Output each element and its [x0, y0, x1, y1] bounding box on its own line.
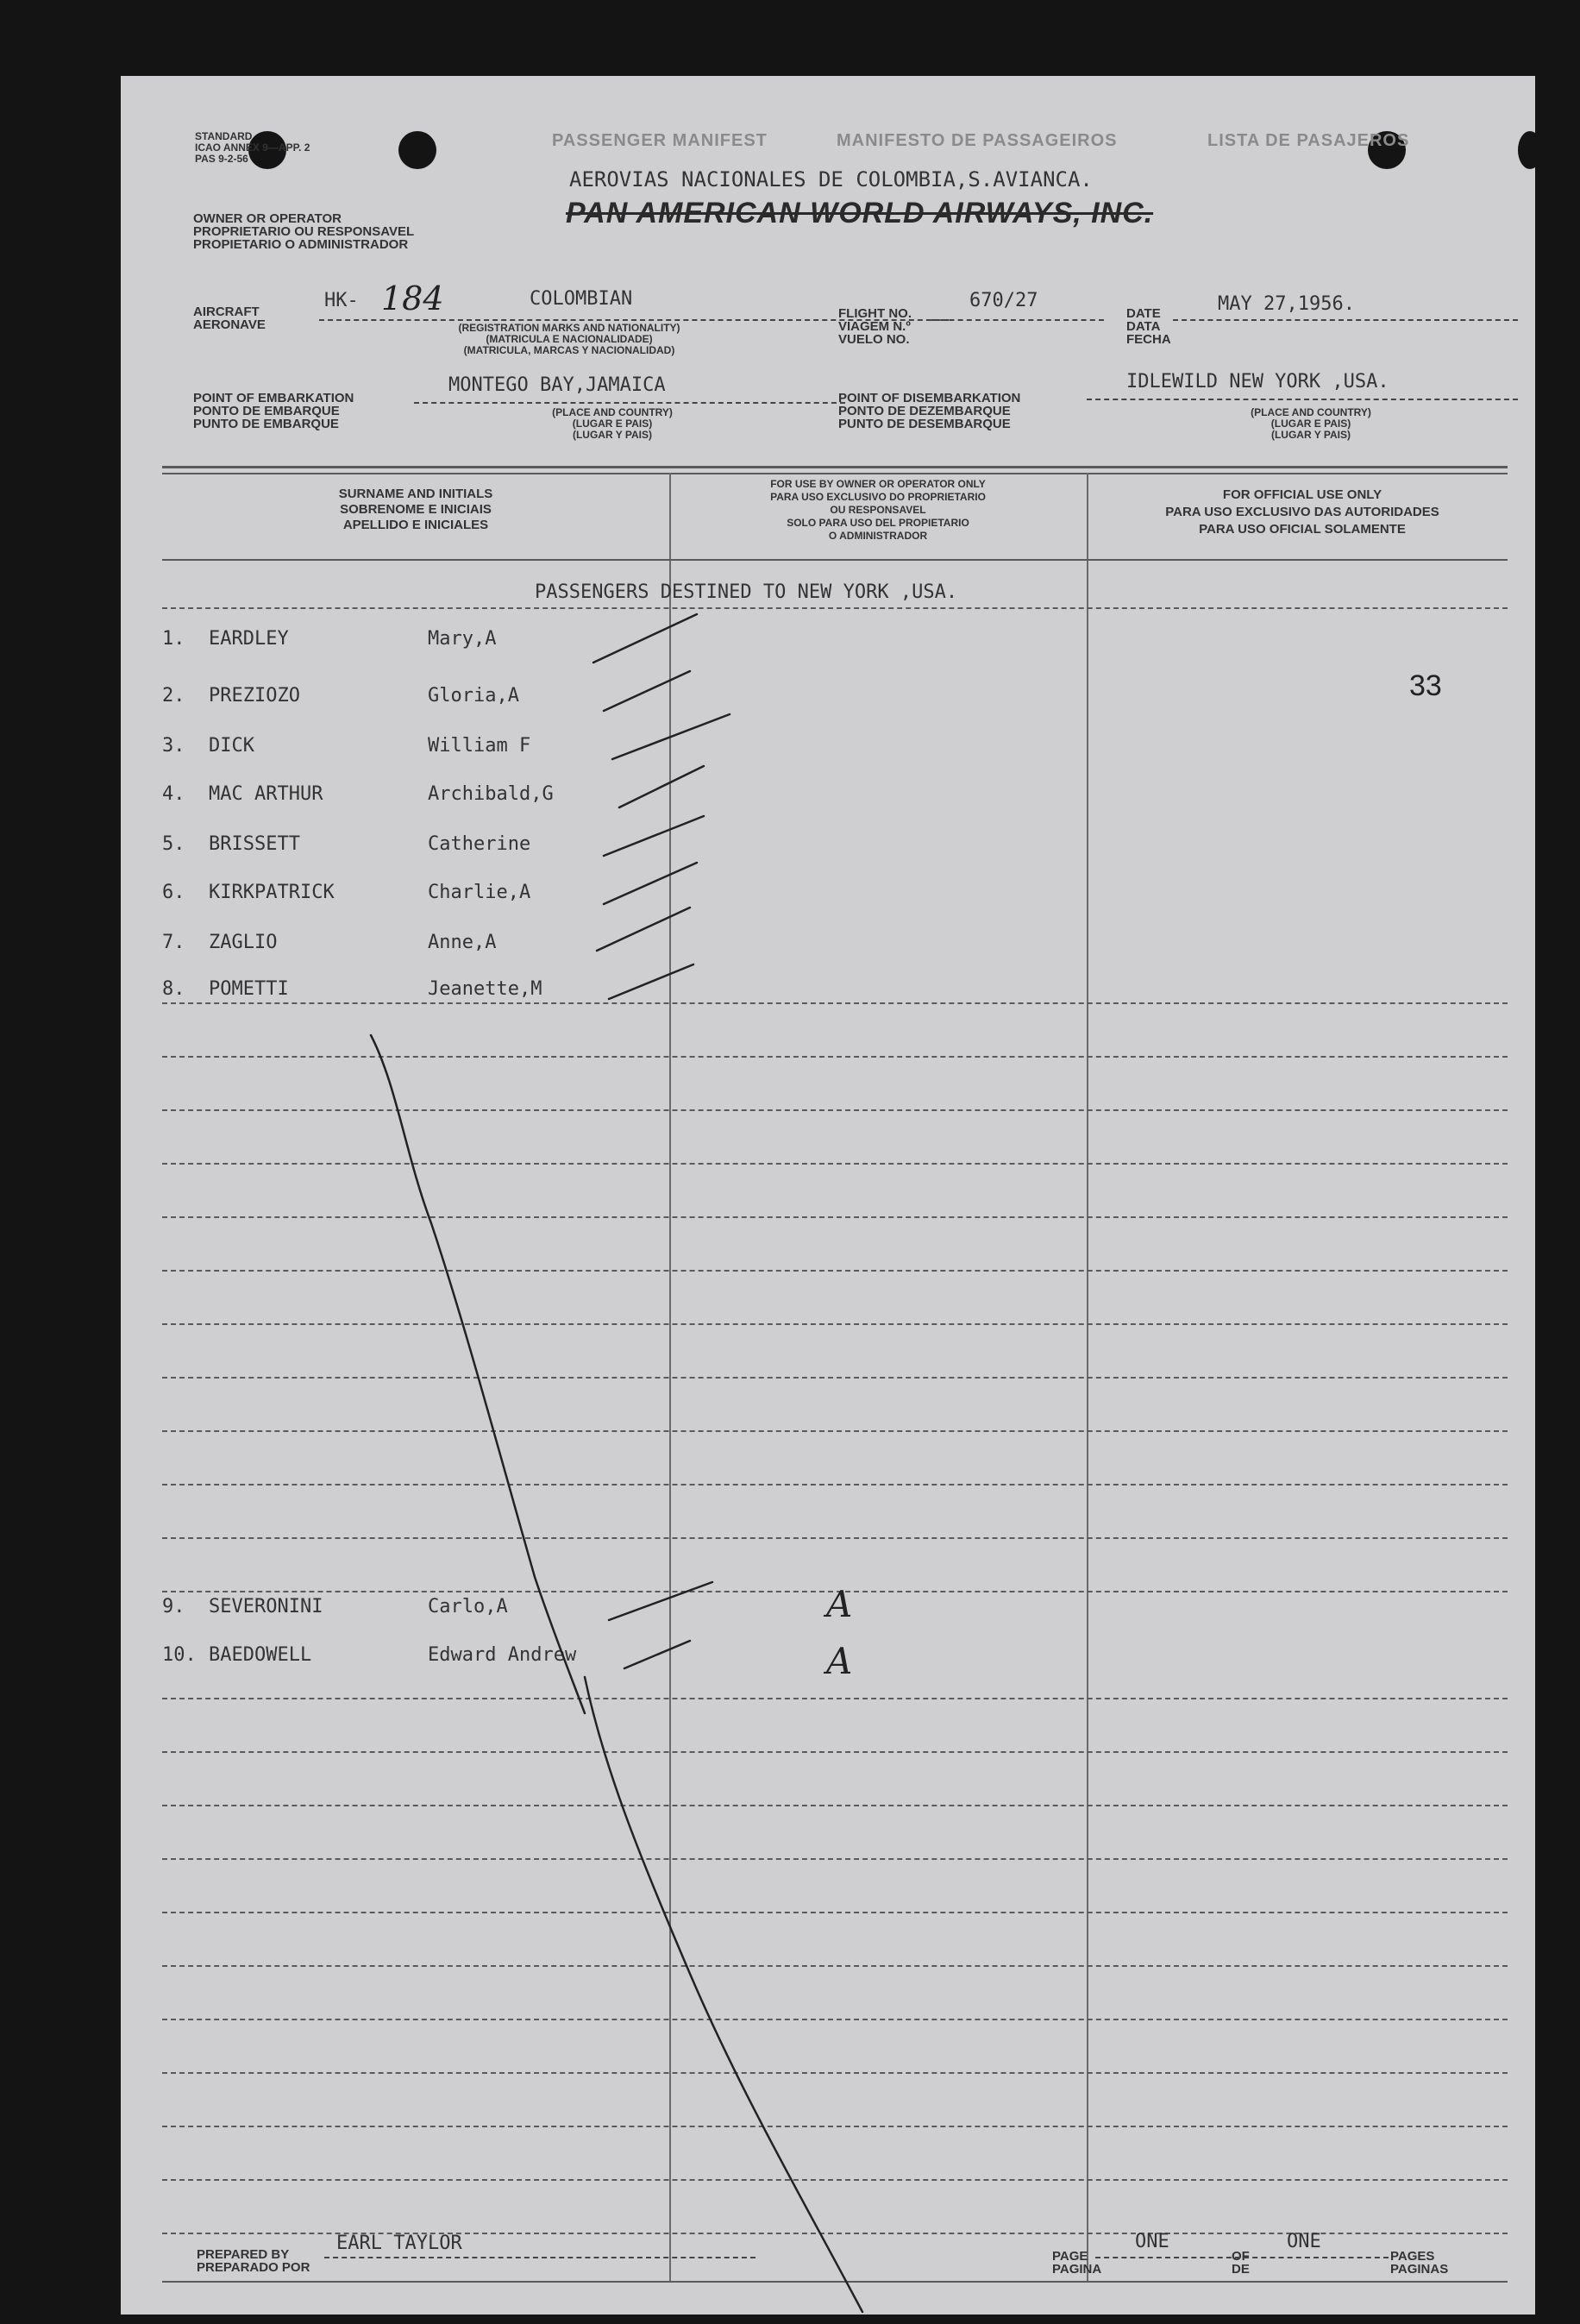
form-id-line: STANDARD — [195, 130, 253, 142]
page-label-line: PAGE — [1052, 2249, 1088, 2264]
bracket-stroke — [585, 1677, 862, 2312]
passenger-given-name: Gloria,A — [428, 685, 519, 707]
title-pt: MANIFESTO DE PASSAGEIROS — [837, 131, 1118, 150]
disembarkation-value: IDLEWILD NEW YORK ,USA. — [1126, 371, 1389, 393]
column-header-line: FOR OFFICIAL USE ONLY — [1222, 487, 1382, 502]
passenger-number: 2. — [162, 685, 185, 707]
passenger-given-name: Archibald,G — [428, 783, 554, 805]
embarkation-label-line: PUNTO DE EMBARQUE — [193, 417, 339, 431]
flight-label-line: VIAGEM N.º — [838, 319, 911, 334]
embarkation-label-line: PONTO DE EMBARQUE — [193, 404, 340, 418]
flight-label-line: FLIGHT NO. — [838, 306, 912, 321]
disembarkation-sub-line: (LUGAR Y PAIS) — [1270, 429, 1351, 441]
pages-label-line: PAGINAS — [1390, 2262, 1449, 2277]
embarkation-value: MONTEGO BAY,JAMAICA — [448, 374, 666, 396]
aircraft-sub-line: (MATRICULA E NACIONALIDADE) — [486, 333, 653, 345]
embarkation-sub-line: (LUGAR E PAIS) — [572, 418, 653, 430]
passenger-number: 9. — [162, 1596, 185, 1617]
column-header-line: SOBRENOME E INICIAIS — [340, 502, 492, 517]
passenger-number: 10. — [162, 1644, 197, 1666]
aircraft-number: 184 — [381, 280, 444, 317]
title-es: LISTA DE PASAJEROS — [1207, 131, 1410, 150]
date-value: MAY 27,1956. — [1218, 293, 1355, 315]
passenger-number: 6. — [162, 882, 185, 903]
page-underline — [1095, 2257, 1389, 2258]
column-header-line: PARA USO OFICIAL SOLAMENTE — [1199, 522, 1406, 537]
handwritten-a-marks — [823, 1583, 852, 1682]
tick-stroke — [604, 863, 697, 904]
column-header-line: APELLIDO E INICIALES — [342, 518, 489, 532]
column-header-line: PARA USO EXCLUSIVO DAS AUTORIDADES — [1165, 505, 1439, 519]
mark-a: A — [826, 1640, 853, 1682]
column-header-line: O ADMINISTRADOR — [828, 530, 928, 542]
passenger-surname: MAC ARTHUR — [209, 783, 323, 805]
date-label-line: FECHA — [1126, 332, 1171, 347]
of-value: ONE — [1287, 2231, 1321, 2252]
passenger-given-name: Carlo,A — [428, 1596, 508, 1617]
embarkation-label-line: POINT OF EMBARKATION — [193, 391, 354, 405]
embarkation-sub-line: (PLACE AND COUNTRY) — [552, 406, 673, 418]
passenger-number: 1. — [162, 628, 185, 650]
passenger-number: 7. — [162, 932, 185, 953]
section-note: PASSENGERS DESTINED TO NEW YORK ,USA. — [535, 581, 958, 603]
owner-label-line: OWNER OR OPERATOR — [193, 211, 342, 226]
title-en: PASSENGER MANIFEST — [552, 131, 768, 150]
passenger-given-name: William F — [428, 735, 531, 757]
tick-stroke — [619, 766, 704, 807]
pages-label-line: PAGES — [1390, 2249, 1435, 2264]
pages-label — [1390, 2250, 1448, 2276]
page-label — [1052, 2250, 1101, 2276]
aircraft-label-line: AERONAVE — [193, 317, 266, 332]
date-label-line: DATE — [1126, 306, 1161, 321]
column-header-line: FOR USE BY OWNER OR OPERATOR ONLY — [770, 478, 986, 490]
form-id-line: ICAO ANNEX 9—APP. 2 — [195, 141, 310, 154]
tick-stroke — [604, 671, 690, 711]
prepared-value: EARL TAYLOR — [336, 2233, 462, 2254]
tick-stroke — [604, 816, 704, 856]
aircraft-label-line: AIRCRAFT — [193, 305, 260, 319]
passenger-surname: PREZIOZO — [209, 685, 300, 707]
of-label-line: OF — [1232, 2249, 1250, 2264]
prepared-label-line: PREPARED BY — [197, 2247, 290, 2262]
embarkation-sub-line: (LUGAR Y PAIS) — [572, 429, 652, 441]
page-label-line: PAGINA — [1052, 2262, 1102, 2277]
passenger-given-name: Mary,A — [428, 628, 497, 650]
manifest-sheet — [121, 76, 1535, 2315]
prepared-underline — [324, 2257, 756, 2258]
disembarkation-label-line: PUNTO DE DESEMBARQUE — [838, 417, 1011, 431]
passenger-number: 3. — [162, 735, 185, 757]
flight-value: 670/27 — [969, 290, 1038, 311]
aircraft-sub-line: (MATRICULA, MARCAS Y NACIONALIDAD) — [463, 344, 675, 356]
owner-value: AEROVIAS NACIONALES DE COLOMBIA,S.AVIANCA. — [569, 167, 1093, 192]
bracket-stroke — [371, 1035, 585, 1713]
prepared-label — [197, 2248, 310, 2274]
tick-stroke — [609, 964, 693, 999]
owner-label-line: PROPRIETARIO OU RESPONSAVEL — [193, 224, 415, 239]
column-header-line: SOLO PARA USO DEL PROPIETARIO — [787, 517, 969, 529]
tick-stroke — [624, 1641, 690, 1668]
passenger-surname: ZAGLIO — [209, 932, 278, 953]
column-header-line: PARA USO EXCLUSIVO DO PROPRIETARIO — [770, 491, 986, 503]
prepared-label-line: PREPARADO POR — [197, 2260, 310, 2275]
owner-label-line: PROPIETARIO O ADMINISTRADOR — [193, 237, 409, 252]
flight-label-line: VUELO NO. — [838, 332, 910, 347]
disembarkation-label-line: POINT OF DISEMBARKATION — [838, 391, 1021, 405]
date-label-line: DATA — [1126, 319, 1161, 334]
passenger-surname: POMETTI — [209, 978, 289, 1000]
disembarkation-sub-line: (LUGAR E PAIS) — [1270, 418, 1351, 430]
aircraft-sub-line: (REGISTRATION MARKS AND NATIONALITY) — [458, 322, 680, 334]
owner-struck: PAN AMERICAN WORLD AIRWAYS, INC. — [566, 197, 1154, 229]
tick-stroke — [597, 908, 690, 951]
passenger-surname: EARDLEY — [209, 628, 289, 650]
page-value: ONE — [1135, 2231, 1169, 2252]
tick-stroke — [612, 714, 730, 759]
column-header-line: SURNAME AND INITIALS — [338, 487, 493, 501]
passenger-given-name: Jeanette,M — [428, 978, 542, 1000]
column-header-line: OU RESPONSAVEL — [830, 504, 926, 516]
passenger-given-name: Catherine — [428, 833, 531, 855]
mark-a: A — [826, 1583, 853, 1625]
tick-stroke — [593, 614, 697, 663]
tick-stroke — [609, 1582, 712, 1620]
of-label — [1232, 2250, 1250, 2276]
passenger-surname: DICK — [209, 735, 254, 757]
aircraft-nationality: COLOMBIAN — [530, 288, 633, 310]
passenger-surname: BRISSETT — [209, 833, 300, 855]
of-label-line: DE — [1232, 2262, 1250, 2277]
handwritten-strokes — [121, 76, 1535, 2315]
aircraft-prefix: HK- — [324, 290, 359, 311]
passenger-given-name: Anne,A — [428, 932, 497, 953]
passenger-surname: SEVERONINI — [209, 1596, 323, 1617]
disembarkation-label-line: PONTO DE DEZEMBARQUE — [838, 404, 1011, 418]
passenger-surname: BAEDOWELL — [209, 1644, 312, 1666]
disembarkation-sub-line: (PLACE AND COUNTRY) — [1251, 406, 1371, 418]
official-mark: 33 — [1409, 669, 1442, 702]
passenger-number: 8. — [162, 978, 185, 1000]
passenger-surname: KIRKPATRICK — [209, 882, 335, 903]
passenger-number: 4. — [162, 783, 185, 805]
passenger-number: 5. — [162, 833, 185, 855]
passenger-given-name: Edward Andrew — [428, 1644, 577, 1666]
passenger-given-name: Charlie,A — [428, 882, 531, 903]
form-id-line: PAS 9-2-56 — [195, 153, 248, 165]
